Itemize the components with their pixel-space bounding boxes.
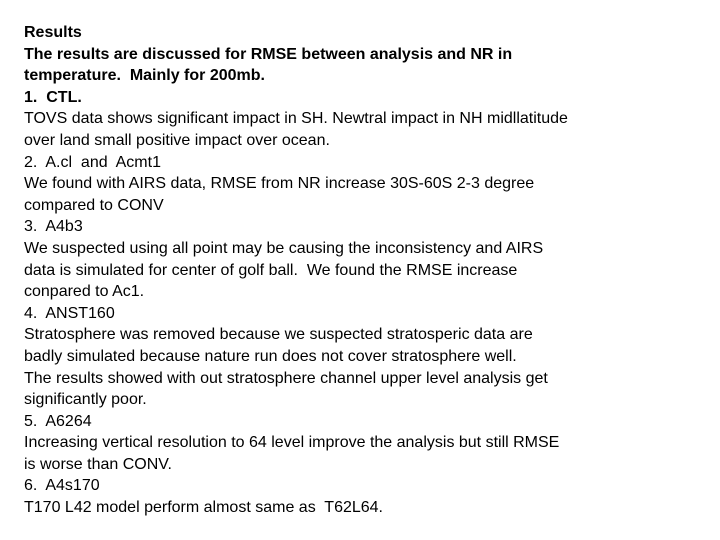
item-label: 6. A4s170 <box>24 477 100 495</box>
item-label: 3. A4b3 <box>24 218 83 236</box>
item-body-line: conpared to Ac1. <box>24 283 145 301</box>
item-body-line: T170 L42 model perform almost same as T62L64. <box>24 499 383 517</box>
results-slide <box>24 22 714 519</box>
item-body-line: We suspected using all point may be causing the inconsistency and AIRS <box>24 239 544 257</box>
item-a4s170 <box>24 475 714 518</box>
item-ctl <box>24 87 714 152</box>
item-body-line: data is simulated for center of golf ball. We found the RMSE increase <box>24 261 518 279</box>
item-label: 1. CTL. <box>24 88 82 106</box>
item-acl-acmt1 <box>24 152 714 217</box>
item-body-line: We found with AIRS data, RMSE from NR increase 30S-60S 2-3 degree <box>24 175 535 193</box>
item-body-line: is worse than CONV. <box>24 455 172 473</box>
item-body-line: Increasing vertical resolution to 64 level improve the analysis but still RMSE <box>24 434 560 452</box>
item-label: 5. A6264 <box>24 412 92 430</box>
item-body-line: The results showed with out stratosphere channel upper level analysis get <box>24 369 548 387</box>
item-body-line: TOVS data shows significant impact in SH. Newtral impact in NH midllatitude <box>24 110 568 128</box>
item-label: 4. ANST160 <box>24 304 115 322</box>
item-body-line: badly simulated because nature run does not cover stratosphere well. <box>24 347 517 365</box>
results-title: Results <box>24 24 82 41</box>
item-body-line: compared to CONV <box>24 196 164 214</box>
item-anst160 <box>24 303 714 411</box>
item-a6264 <box>24 411 714 476</box>
item-body-line: significantly poor. <box>24 391 147 409</box>
item-label: 2. A.cl and Acmt1 <box>24 153 161 171</box>
intro-line-2: temperature. Mainly for 200mb. <box>24 67 265 85</box>
item-body-line: Stratosphere was removed because we suspected stratosperic data are <box>24 326 533 344</box>
item-body-line: over land small positive impact over ocean. <box>24 131 330 149</box>
intro-line-1: The results are discussed for RMSE between analysis and NR in <box>24 45 513 63</box>
item-a4b3 <box>24 216 714 302</box>
